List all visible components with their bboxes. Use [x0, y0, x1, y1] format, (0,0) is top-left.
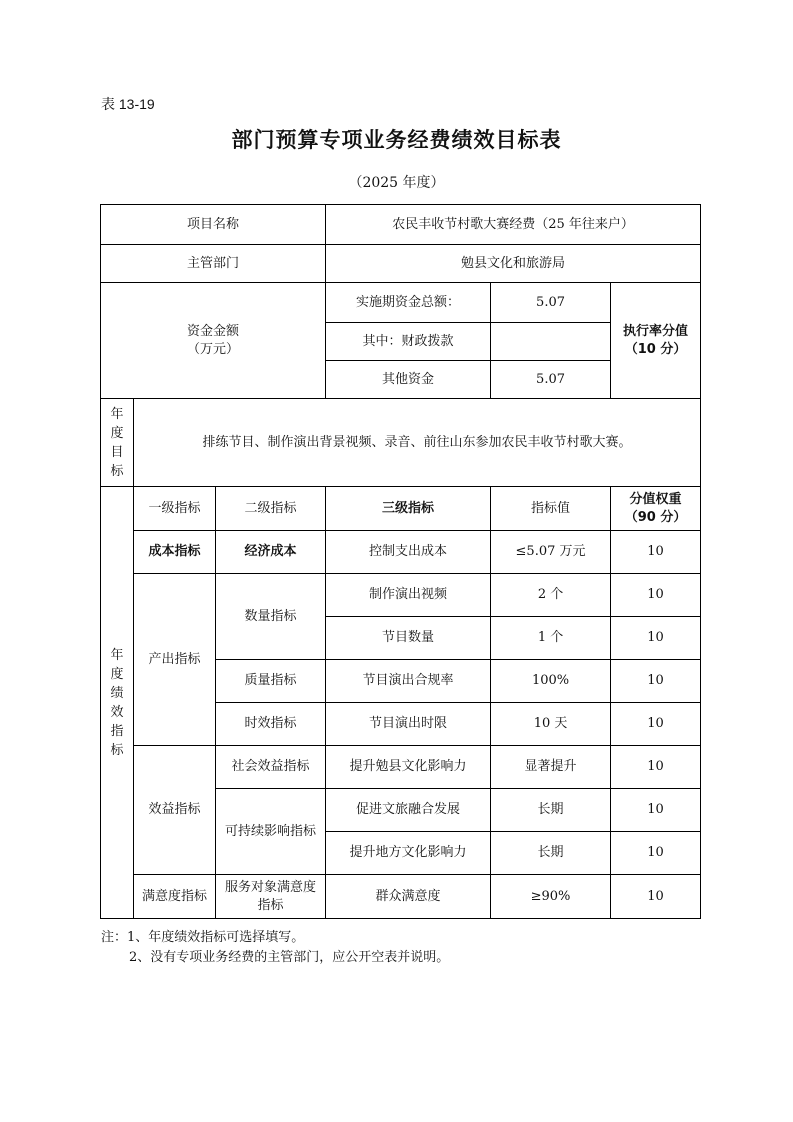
value-cell: 2 个: [491, 574, 611, 617]
total-funds-label: 实施期资金总额：: [326, 283, 491, 323]
service-satisfaction-indicator: 服务对象满意度指标: [216, 875, 326, 919]
fiscal-funds-label: 其中：财政拨款: [326, 323, 491, 361]
cost-indicator: 成本指标: [134, 531, 216, 574]
level2-header: 二级指标: [216, 487, 326, 531]
value-header: 指标值: [491, 487, 611, 531]
other-funds-value: 5.07: [491, 361, 611, 399]
quantity-indicator: 数量指标: [216, 574, 326, 660]
annual-goal-label: 年度目标: [101, 399, 134, 487]
weight-cell: 10: [611, 875, 701, 919]
economic-cost: 经济成本: [216, 531, 326, 574]
value-cell: ≤5.07 万元: [491, 531, 611, 574]
note-2: 2、没有专项业务经费的主管部门，应公开空表并说明。: [129, 950, 450, 965]
value-cell: 长期: [491, 832, 611, 875]
level3-cell: 群众满意度: [326, 875, 491, 919]
department-label: 主管部门: [101, 245, 326, 283]
funds-unit: （万元）: [187, 341, 240, 357]
level3-cell: 促进文旅融合发展: [326, 789, 491, 832]
value-cell: ≥90%: [491, 875, 611, 919]
level3-cell: 提升勉县文化影响力: [326, 746, 491, 789]
document-year: （2025 年度）: [348, 175, 445, 191]
benefit-indicator: 效益指标: [134, 746, 216, 875]
weight-cell: 10: [611, 789, 701, 832]
sustainable-impact-indicator: 可持续影响指标: [216, 789, 326, 875]
table-row: [101, 531, 701, 574]
weight-cell: 10: [611, 574, 701, 617]
project-name-label: 项目名称: [101, 205, 326, 245]
quality-indicator: 质量指标: [216, 660, 326, 703]
table-row: [101, 487, 701, 531]
timeliness-indicator: 时效指标: [216, 703, 326, 746]
other-funds-label: 其他资金: [326, 361, 491, 399]
level3-cell: 节目演出时限: [326, 703, 491, 746]
notes: [101, 928, 449, 968]
annual-goal-text: 排练节目、制作演出背景视频、录音、前往山东参加农民丰收节村歌大赛。: [134, 399, 701, 487]
weight-cell: 10: [611, 617, 701, 660]
table-row: [101, 875, 701, 919]
table-row: [101, 205, 701, 245]
social-benefit-indicator: 社会效益指标: [216, 746, 326, 789]
weight-cell: 10: [611, 531, 701, 574]
level3-cell: 节目数量: [326, 617, 491, 660]
project-name: 农民丰收节村歌大赛经费（25 年往来户）: [326, 205, 701, 245]
table-row: [101, 746, 701, 789]
total-funds-value: 5.07: [491, 283, 611, 323]
execution-score-points: （10 分）: [624, 341, 687, 357]
annual-performance-label: 年度绩效指标: [101, 487, 134, 919]
weight-cell: 10: [611, 660, 701, 703]
table-row: [101, 283, 701, 323]
value-cell: 100%: [491, 660, 611, 703]
weight-header: [611, 487, 701, 531]
value-cell: 长期: [491, 789, 611, 832]
weight-header-points: （90 分）: [624, 509, 687, 525]
funds-label-text: 资金金额: [187, 323, 240, 339]
document-title: 部门预算专项业务经费绩效目标表: [231, 128, 562, 152]
value-cell: 10 天: [491, 703, 611, 746]
department: 勉县文化和旅游局: [326, 245, 701, 283]
satisfaction-indicator: 满意度指标: [134, 875, 216, 919]
weight-cell: 10: [611, 832, 701, 875]
weight-cell: 10: [611, 703, 701, 746]
value-cell: 1 个: [491, 617, 611, 660]
level3-cell: 制作演出视频: [326, 574, 491, 617]
table-row: [101, 245, 701, 283]
level3-cell: 提升地方文化影响力: [326, 832, 491, 875]
level3-cell: 节目演出合规率: [326, 660, 491, 703]
note-1: 注：1、年度绩效指标可选择填写。: [101, 930, 305, 945]
output-indicator: 产出指标: [134, 574, 216, 746]
performance-target-table: [100, 204, 701, 919]
execution-score: [611, 283, 701, 399]
weight-header-label: 分值权重: [629, 491, 682, 507]
table-number: 表 13-19: [101, 96, 155, 112]
table-row: [101, 574, 701, 617]
execution-score-label: 执行率分值: [623, 323, 689, 339]
fiscal-funds-value: [491, 323, 611, 361]
weight-cell: 10: [611, 746, 701, 789]
level1-header: 一级指标: [134, 487, 216, 531]
funds-label: [101, 283, 326, 399]
value-cell: 显著提升: [491, 746, 611, 789]
table-row: [101, 399, 701, 487]
level3-header: 三级指标: [326, 487, 491, 531]
level3-cell: 控制支出成本: [326, 531, 491, 574]
